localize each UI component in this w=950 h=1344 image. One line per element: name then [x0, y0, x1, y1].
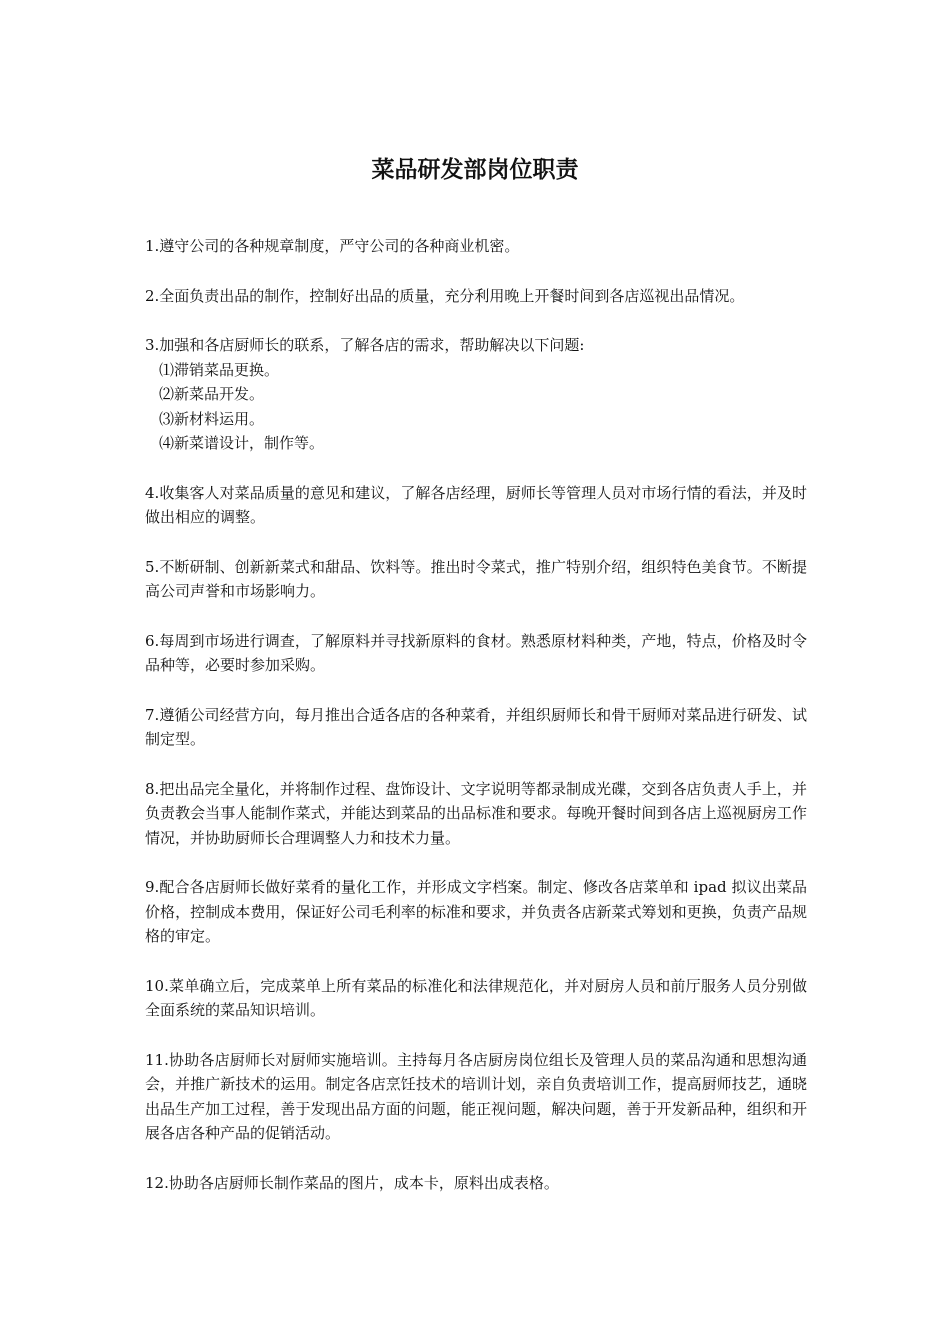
sub-item: ⑷新菜谱设计，制作等。 — [159, 434, 325, 452]
duty-item-6: 6.每周到市场进行调查，了解原料并寻找新原料的食材。熟悉原材料种类，产地，特点，价格及时令品种等，必要时参加采购。 — [145, 631, 807, 674]
duty-item-7: 7.遵循公司经营方向，每月推出合适各店的各种菜肴，并组织厨师长和骨干厨师对菜品进行研发、试制定型。 — [145, 705, 807, 748]
duty-item-3: 3.加强和各店厨师长的联系，了解各店的需求，帮助解决以下问题: — [145, 336, 585, 354]
duty-item-5: 5.不断研制、创新新菜式和甜品、饮料等。推出时令菜式，推广特别介绍，组织特色美食节。不断提高公司声誉和市场影响力。 — [145, 557, 807, 600]
duty-item-4: 4.收集客人对菜品质量的意见和建议，了解各店经理，厨师长等管理人员对市场行情的看法，并及时做出相应的调整。 — [145, 483, 807, 526]
duty-item-3-sublist — [145, 358, 807, 456]
duty-item-1: 1.遵守公司的各种规章制度，严守公司的各种商业机密。 — [145, 237, 520, 255]
page-title: 菜品研发部岗位职责 — [371, 157, 579, 183]
duty-item-9: 9.配合各店厨师长做好菜肴的量化工作，并形成文字档案。制定、修改各店菜单和 ipad 拟议出菜品价格，控制成本费用，保证好公司毛利率的标准和要求，并负责各店新菜式筹划和更换，负责产品规格的审定。 — [145, 878, 807, 945]
duty-item-2: 2.全面负责出品的制作，控制好出品的质量，充分利用晚上开餐时间到各店巡视出品情况。 — [145, 286, 745, 305]
document-body — [145, 234, 807, 1220]
duty-item-11: 11.协助各店厨师长对厨师实施培训。主持每月各店厨房岗位组长及管理人员的菜品沟通和思想沟通会，并推广新技术的运用。制定各店烹饪技术的培训计划，亲自负责培训工作，提高厨师技艺，通晓出品生产加工过程，善于发现出品方面的问题，能正视问题，解决问题，善于开发新品种，组织和开展各店各种产品的促销活动。 — [145, 1050, 807, 1142]
duty-item-12: 12.协助各店厨师长制作菜品的图片，成本卡，原料出成表格。 — [145, 1173, 559, 1192]
sub-item: ⑴滞销菜品更换。 — [159, 360, 280, 379]
duty-item-8: 8.把出品完全量化，并将制作过程、盘饰设计、文字说明等都录制成光碟，交到各店负责人手上，并负责教会当事人能制作菜式，并能达到菜品的出品标准和要求。每晚开餐时间到各店上巡视厨房工作情况，并协助厨师长合理调整人力和技术力量。 — [145, 779, 807, 847]
sub-item: ⑵新菜品开发。 — [159, 385, 265, 403]
sub-item: ⑶新材料运用。 — [159, 409, 265, 428]
duty-item-10: 10.菜单确立后，完成菜单上所有菜品的标准化和法律规范化，并对厨房人员和前厅服务人员分别做全面系统的菜品知识培训。 — [145, 976, 807, 1019]
